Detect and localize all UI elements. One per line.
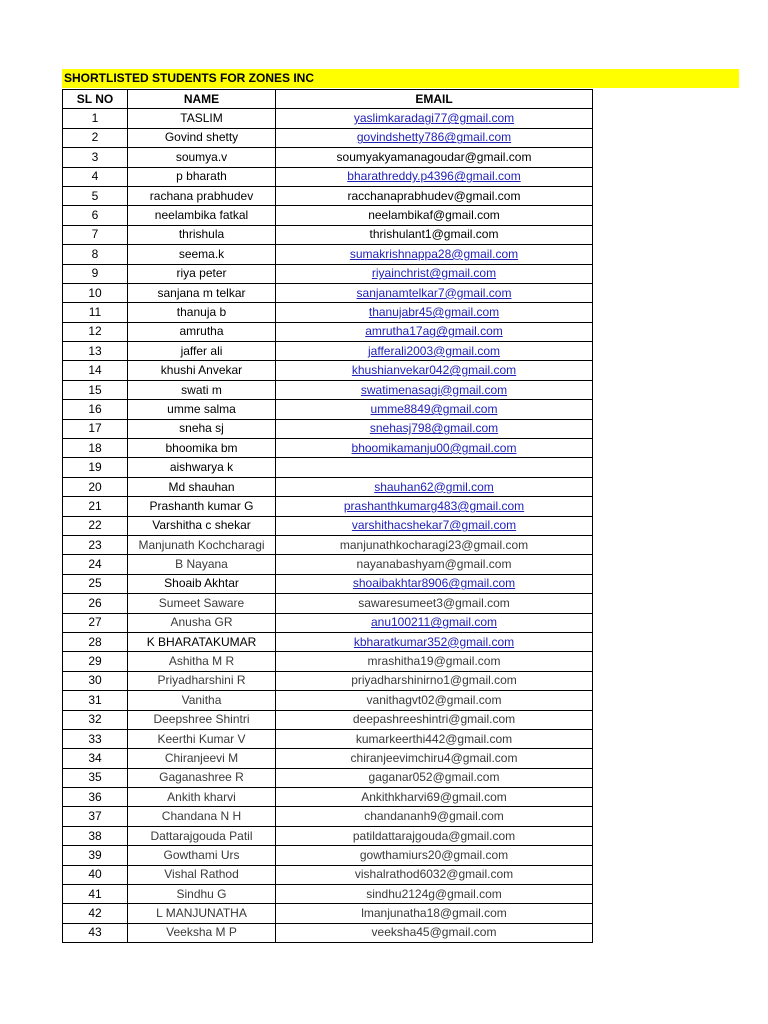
cell-name: bhoomika bm — [128, 439, 276, 458]
email-text: gowthamiurs20@gmail.com — [359, 847, 509, 862]
email-text: soumyakyamanagoudar@gmail.com — [336, 149, 532, 164]
cell-sl-no: 3 — [63, 148, 128, 167]
cell-sl-no: 38 — [63, 826, 128, 845]
email-text: gaganar052@gmail.com — [368, 770, 500, 785]
cell-email — [276, 109, 593, 128]
cell-email — [276, 749, 593, 768]
cell-email — [276, 652, 593, 671]
cell-sl-no: 32 — [63, 710, 128, 729]
cell-sl-no: 22 — [63, 516, 128, 535]
email-text: neelambikaf@gmail.com — [368, 208, 500, 223]
cell-email — [276, 555, 593, 574]
table-row — [63, 555, 593, 574]
email-text: manjunathkocharagi23@gmail.com — [339, 537, 529, 552]
table-row — [63, 652, 593, 671]
table-row — [63, 245, 593, 264]
cell-sl-no: 41 — [63, 885, 128, 904]
cell-email — [276, 826, 593, 845]
table-row — [63, 167, 593, 186]
cell-email — [276, 788, 593, 807]
cell-sl-no: 9 — [63, 264, 128, 283]
cell-name: khushi Anvekar — [128, 361, 276, 380]
cell-name: Prashanth kumar G — [128, 497, 276, 516]
cell-name: Gowthami Urs — [128, 846, 276, 865]
cell-sl-no: 18 — [63, 439, 128, 458]
table-row — [63, 826, 593, 845]
cell-sl-no: 21 — [63, 497, 128, 516]
cell-sl-no: 37 — [63, 807, 128, 826]
cell-sl-no: 25 — [63, 574, 128, 593]
email-text: patildattarajgouda@gmail.com — [352, 828, 516, 843]
cell-name: rachana prabhudev — [128, 186, 276, 205]
email-text: vanithagvt02@gmail.com — [366, 692, 502, 707]
cell-name: Varshitha c shekar — [128, 516, 276, 535]
cell-sl-no: 34 — [63, 749, 128, 768]
cell-email — [276, 206, 593, 225]
cell-name: riya peter — [128, 264, 276, 283]
table-row — [63, 904, 593, 923]
cell-email — [276, 439, 593, 458]
cell-sl-no: 2 — [63, 128, 128, 147]
cell-email — [276, 613, 593, 632]
email-link[interactable]: jafferali2003@gmail.com — [367, 343, 501, 358]
table-row — [63, 574, 593, 593]
sheet-title-bar — [62, 69, 739, 88]
cell-email — [276, 283, 593, 302]
cell-name: Keerthi Kumar V — [128, 729, 276, 748]
cell-sl-no: 19 — [63, 458, 128, 477]
cell-sl-no: 42 — [63, 904, 128, 923]
cell-email — [276, 303, 593, 322]
table-row — [63, 361, 593, 380]
cell-email — [276, 225, 593, 244]
email-link[interactable]: riyainchrist@gmail.com — [371, 266, 497, 281]
cell-email — [276, 865, 593, 884]
table-row — [63, 206, 593, 225]
header-name: NAME — [128, 90, 276, 109]
email-text: sindhu2124g@gmail.com — [366, 886, 502, 901]
table-row — [63, 923, 593, 942]
cell-name: TASLIM — [128, 109, 276, 128]
cell-sl-no: 26 — [63, 594, 128, 613]
cell-name: Vanitha — [128, 691, 276, 710]
cell-email — [276, 477, 593, 496]
table-row — [63, 148, 593, 167]
cell-name: Priyadharshini R — [128, 671, 276, 690]
cell-email — [276, 458, 593, 477]
email-text: sawaresumeet3@gmail.com — [358, 595, 510, 610]
cell-name: K BHARATAKUMAR — [128, 632, 276, 651]
table-row — [63, 109, 593, 128]
table-row — [63, 342, 593, 361]
table-row — [63, 613, 593, 632]
cell-name: neelambika fatkal — [128, 206, 276, 225]
cell-email — [276, 768, 593, 787]
cell-name: Chandana N H — [128, 807, 276, 826]
cell-email — [276, 632, 593, 651]
cell-email — [276, 594, 593, 613]
cell-email — [276, 186, 593, 205]
email-text: priyadharshinirno1@gmail.com — [351, 673, 517, 688]
cell-email — [276, 710, 593, 729]
cell-name: Sindhu G — [128, 885, 276, 904]
cell-sl-no: 1 — [63, 109, 128, 128]
table-row — [63, 497, 593, 516]
cell-sl-no: 8 — [63, 245, 128, 264]
email-link[interactable]: thanujabr45@gmail.com — [368, 304, 500, 319]
table-row — [63, 439, 593, 458]
cell-email — [276, 729, 593, 748]
cell-sl-no: 28 — [63, 632, 128, 651]
email-link[interactable]: bharathreddy.p4396@gmail.com — [347, 169, 521, 184]
cell-name: Chiranjeevi M — [128, 749, 276, 768]
cell-sl-no: 15 — [63, 380, 128, 399]
cell-sl-no: 17 — [63, 419, 128, 438]
cell-email — [276, 148, 593, 167]
cell-sl-no: 31 — [63, 691, 128, 710]
cell-name: Veeksha M P — [128, 923, 276, 942]
cell-sl-no: 14 — [63, 361, 128, 380]
table-row — [63, 535, 593, 554]
cell-sl-no: 4 — [63, 167, 128, 186]
cell-email — [276, 574, 593, 593]
cell-sl-no: 6 — [63, 206, 128, 225]
cell-email — [276, 167, 593, 186]
cell-sl-no: 16 — [63, 400, 128, 419]
cell-sl-no: 27 — [63, 613, 128, 632]
cell-name: sneha sj — [128, 419, 276, 438]
table-row — [63, 322, 593, 341]
table-row — [63, 768, 593, 787]
cell-name: thanuja b — [128, 303, 276, 322]
email-link[interactable]: shauhan62@gmil.com — [374, 479, 494, 494]
cell-sl-no: 33 — [63, 729, 128, 748]
cell-name: L MANJUNATHA — [128, 904, 276, 923]
cell-sl-no: 7 — [63, 225, 128, 244]
cell-name: Gaganashree R — [128, 768, 276, 787]
table-row — [63, 477, 593, 496]
cell-name: soumya.v — [128, 148, 276, 167]
table-row — [63, 380, 593, 399]
cell-sl-no: 40 — [63, 865, 128, 884]
email-link[interactable]: bhoomikamanju00@gmail.com — [351, 440, 517, 455]
cell-sl-no: 30 — [63, 671, 128, 690]
cell-name: jaffer ali — [128, 342, 276, 361]
cell-sl-no: 20 — [63, 477, 128, 496]
cell-name: Manjunath Kochcharagi — [128, 535, 276, 554]
cell-email — [276, 497, 593, 516]
cell-name: Deepshree Shintri — [128, 710, 276, 729]
email-text: chiranjeevimchiru4@gmail.com — [350, 750, 518, 765]
cell-email — [276, 923, 593, 942]
cell-sl-no: 24 — [63, 555, 128, 574]
email-text: deepashreeshintri@gmail.com — [352, 712, 516, 727]
sheet-title: SHORTLISTED STUDENTS FOR ZONES INC — [64, 71, 315, 85]
cell-email — [276, 846, 593, 865]
cell-email — [276, 264, 593, 283]
email-link[interactable]: snehasj798@gmail.com — [369, 421, 499, 436]
cell-email — [276, 691, 593, 710]
cell-name: amrutha — [128, 322, 276, 341]
cell-name: Govind shetty — [128, 128, 276, 147]
cell-name: thrishula — [128, 225, 276, 244]
email-link[interactable]: yaslimkaradagi77@gmail.com — [353, 111, 515, 126]
table-row — [63, 788, 593, 807]
email-text: racchanaprabhudev@gmail.com — [347, 188, 521, 203]
cell-email — [276, 380, 593, 399]
table-row — [63, 749, 593, 768]
students-table — [62, 89, 593, 943]
email-text: nayanabashyam@gmail.com — [356, 557, 512, 572]
email-link[interactable]: varshithacshekar7@gmail.com — [351, 518, 517, 533]
cell-name: p bharath — [128, 167, 276, 186]
email-link[interactable]: umme8849@gmail.com — [370, 401, 498, 416]
cell-email — [276, 885, 593, 904]
header-row — [63, 90, 593, 109]
email-text: lmanjunatha18@gmail.com — [361, 906, 507, 921]
cell-sl-no: 12 — [63, 322, 128, 341]
email-text: chandananh9@gmail.com — [364, 809, 504, 824]
table-row — [63, 400, 593, 419]
email-link[interactable]: amrutha17ag@gmail.com — [365, 324, 503, 339]
table-row — [63, 225, 593, 244]
email-text: mrashitha19@gmail.com — [367, 654, 501, 669]
email-text: vishalrathod6032@gmail.com — [354, 867, 514, 882]
cell-sl-no: 29 — [63, 652, 128, 671]
cell-name: seema.k — [128, 245, 276, 264]
table-row — [63, 865, 593, 884]
cell-name: B Nayana — [128, 555, 276, 574]
cell-email — [276, 671, 593, 690]
cell-name: Shoaib Akhtar — [128, 574, 276, 593]
email-link[interactable]: sumakrishnappa28@gmail.com — [349, 246, 519, 261]
cell-email — [276, 535, 593, 554]
table-row — [63, 691, 593, 710]
table-row — [63, 594, 593, 613]
email-link[interactable]: khushianvekar042@gmail.com — [351, 363, 517, 378]
email-link[interactable]: swatimenasagi@gmail.com — [360, 382, 508, 397]
cell-name: Vishal Rathod — [128, 865, 276, 884]
email-text: veeksha45@gmail.com — [371, 925, 497, 940]
table-row — [63, 303, 593, 322]
cell-email — [276, 322, 593, 341]
cell-name: aishwarya k — [128, 458, 276, 477]
email-text: thrishulant1@gmail.com — [369, 227, 499, 242]
cell-email — [276, 516, 593, 535]
email-text: kumarkeerthi442@gmail.com — [355, 731, 513, 746]
email-link[interactable]: govindshetty786@gmail.com — [356, 130, 512, 145]
cell-name: Ashitha M R — [128, 652, 276, 671]
table-row — [63, 729, 593, 748]
cell-name: Dattarajgouda Patil — [128, 826, 276, 845]
table-row — [63, 846, 593, 865]
cell-name: sanjana m telkar — [128, 283, 276, 302]
cell-email — [276, 400, 593, 419]
table-row — [63, 458, 593, 477]
table-row — [63, 710, 593, 729]
cell-email — [276, 342, 593, 361]
cell-sl-no: 39 — [63, 846, 128, 865]
table-row — [63, 264, 593, 283]
email-link[interactable]: anu100211@gmail.com — [370, 615, 498, 630]
cell-sl-no: 36 — [63, 788, 128, 807]
cell-email — [276, 245, 593, 264]
cell-name: Sumeet Saware — [128, 594, 276, 613]
cell-name: Ankith kharvi — [128, 788, 276, 807]
cell-name: Md shauhan — [128, 477, 276, 496]
cell-email — [276, 128, 593, 147]
table-row — [63, 632, 593, 651]
cell-name: Anusha GR — [128, 613, 276, 632]
table-row — [63, 885, 593, 904]
cell-name: swati m — [128, 380, 276, 399]
email-link[interactable]: prashanthkumarg483@gmail.com — [343, 498, 525, 513]
email-link[interactable]: sanjanamtelkar7@gmail.com — [356, 285, 512, 300]
table-row — [63, 128, 593, 147]
cell-sl-no: 10 — [63, 283, 128, 302]
cell-email — [276, 807, 593, 826]
email-link[interactable]: shoaibakhtar8906@gmail.com — [352, 576, 516, 591]
cell-sl-no: 43 — [63, 923, 128, 942]
table-row — [63, 283, 593, 302]
cell-sl-no: 13 — [63, 342, 128, 361]
cell-sl-no: 35 — [63, 768, 128, 787]
cell-sl-no: 23 — [63, 535, 128, 554]
email-link[interactable]: kbharatkumar352@gmail.com — [353, 634, 515, 649]
email-text: Ankithkharvi69@gmail.com — [361, 789, 507, 804]
cell-email — [276, 904, 593, 923]
cell-email — [276, 419, 593, 438]
table-row — [63, 671, 593, 690]
table-row — [63, 186, 593, 205]
table-row — [63, 516, 593, 535]
header-sl-no: SL NO — [63, 90, 128, 109]
table-row — [63, 419, 593, 438]
cell-email — [276, 361, 593, 380]
table-row — [63, 807, 593, 826]
cell-sl-no: 5 — [63, 186, 128, 205]
cell-sl-no: 11 — [63, 303, 128, 322]
cell-name: umme salma — [128, 400, 276, 419]
header-email: EMAIL — [276, 90, 593, 109]
